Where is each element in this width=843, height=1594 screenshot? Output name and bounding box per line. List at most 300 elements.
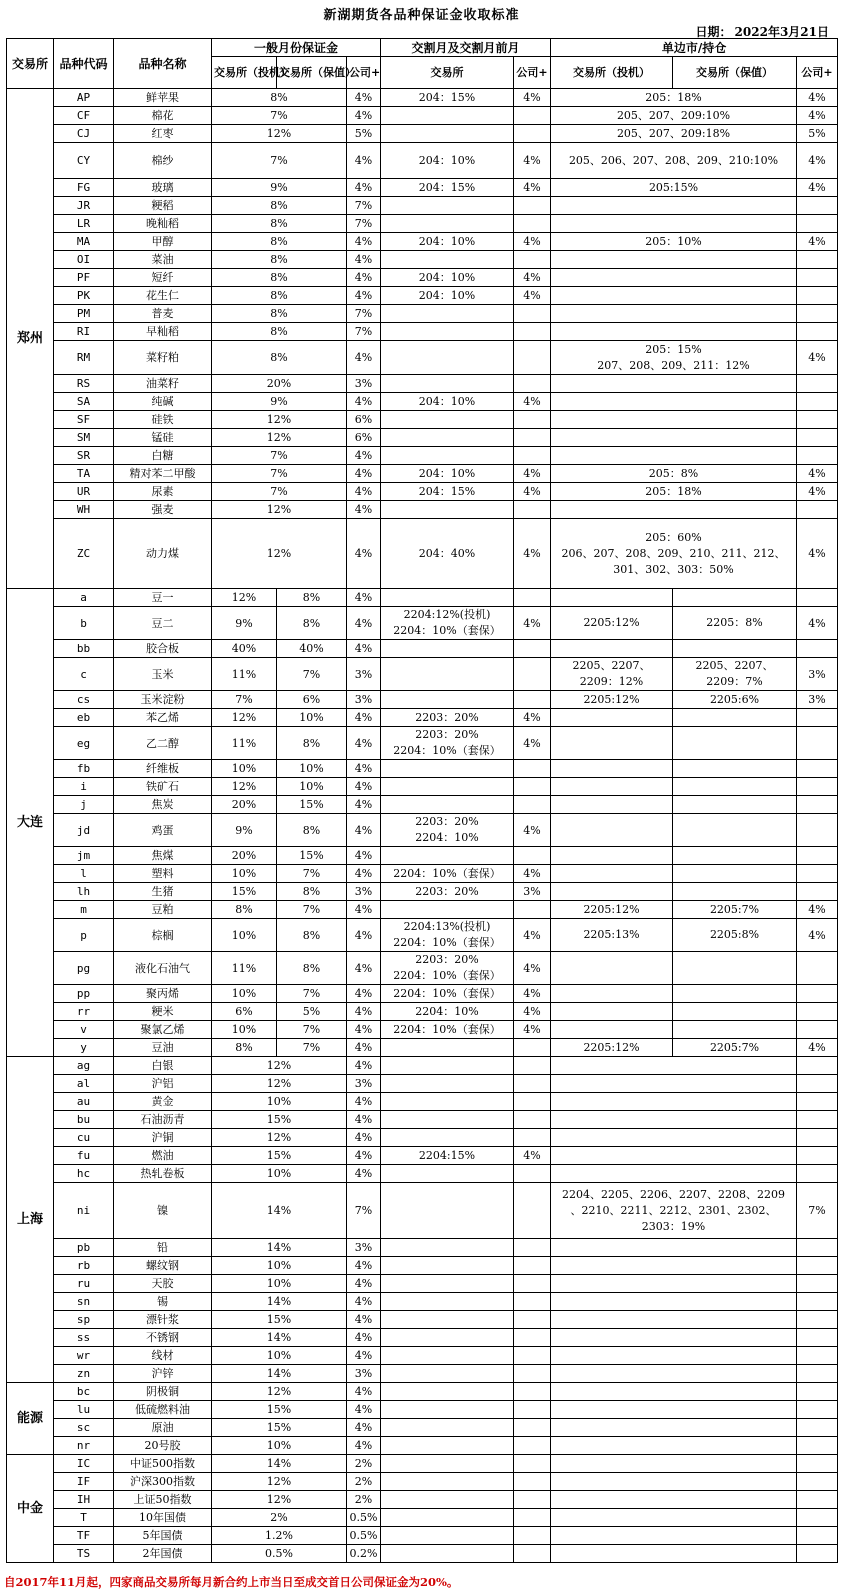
delivery-company-cell: [514, 1039, 551, 1057]
delivery-exchange-cell: [381, 1275, 514, 1293]
unilateral-cell: [551, 1455, 797, 1473]
delivery-company-cell: [514, 901, 551, 919]
unilateral-cell: [551, 1311, 797, 1329]
code-cell: fb: [54, 760, 114, 778]
unilateral-company-cell: 4%: [797, 607, 838, 640]
unilateral-hedge-cell: [673, 796, 797, 814]
unilateral-company-cell: [797, 501, 838, 519]
table-row: [7, 607, 838, 640]
name-cell: 动力煤: [114, 519, 212, 589]
general-margin-cell: 8%: [212, 323, 347, 341]
general-spec-cell: 12%: [212, 709, 277, 727]
name-cell: 花生仁: [114, 287, 212, 305]
unilateral-cell: [551, 1329, 797, 1347]
unilateral-company-cell: [797, 1293, 838, 1311]
table-row: [7, 1401, 838, 1419]
name-cell: 螺纹钢: [114, 1257, 212, 1275]
delivery-company-cell: [514, 501, 551, 519]
name-cell: 苯乙烯: [114, 709, 212, 727]
general-spec-cell: 9%: [212, 607, 277, 640]
delivery-company-cell: 4%: [514, 1021, 551, 1039]
general-margin-cell: 12%: [212, 519, 347, 589]
general-margin-cell: 12%: [212, 411, 347, 429]
general-hedge-cell: 8%: [277, 814, 347, 847]
code-cell: bu: [54, 1111, 114, 1129]
delivery-company-cell: 4%: [514, 465, 551, 483]
table-row: [7, 1257, 838, 1275]
code-cell: b: [54, 607, 114, 640]
name-cell: 沪深300指数: [114, 1473, 212, 1491]
general-spec-cell: 11%: [212, 658, 277, 691]
delivery-company-cell: [514, 1437, 551, 1455]
code-cell: PK: [54, 287, 114, 305]
unilateral-company-cell: 4%: [797, 465, 838, 483]
table-row: [7, 691, 838, 709]
unilateral-company-cell: [797, 269, 838, 287]
unilateral-cell: [551, 501, 797, 519]
general-margin-cell: 14%: [212, 1455, 347, 1473]
general-margin-cell: 0.5%: [212, 1545, 347, 1563]
code-cell: i: [54, 778, 114, 796]
unilateral-cell: 205：8%: [551, 465, 797, 483]
general-hedge-cell: 10%: [277, 778, 347, 796]
table-row: [7, 1239, 838, 1257]
delivery-exchange-cell: 204：10%: [381, 269, 514, 287]
code-cell: WH: [54, 501, 114, 519]
unilateral-cell: [551, 1093, 797, 1111]
delivery-exchange-cell: 204：15%: [381, 89, 514, 107]
name-cell: 塑料: [114, 865, 212, 883]
code-cell: eb: [54, 709, 114, 727]
general-margin-cell: 12%: [212, 429, 347, 447]
general-company-cell: 4%: [347, 607, 381, 640]
unilateral-company-cell: [797, 1239, 838, 1257]
general-company-cell: 3%: [347, 1075, 381, 1093]
unilateral-company-cell: [797, 197, 838, 215]
delivery-company-cell: [514, 1365, 551, 1383]
table-row: [7, 1147, 838, 1165]
general-margin-cell: 12%: [212, 1129, 347, 1147]
unilateral-company-cell: [797, 952, 838, 985]
general-margin-cell: 15%: [212, 1111, 347, 1129]
delivery-company-cell: [514, 1129, 551, 1147]
unilateral-hedge-cell: 2205：8%: [673, 607, 797, 640]
table-row: [7, 483, 838, 501]
name-cell: 镍: [114, 1183, 212, 1239]
name-cell: 豆一: [114, 589, 212, 607]
general-margin-cell: 10%: [212, 1165, 347, 1183]
unilateral-cell: [551, 1419, 797, 1437]
header-unilateral-hedge: 交易所（保值）: [673, 57, 797, 89]
general-company-cell: 4%: [347, 1293, 381, 1311]
general-margin-cell: 14%: [212, 1183, 347, 1239]
unilateral-cell: [551, 1057, 797, 1075]
code-cell: y: [54, 1039, 114, 1057]
general-company-cell: 4%: [347, 952, 381, 985]
general-spec-cell: 20%: [212, 847, 277, 865]
general-company-cell: 5%: [347, 125, 381, 143]
code-cell: TS: [54, 1545, 114, 1563]
unilateral-cell: 205：18%: [551, 483, 797, 501]
delivery-company-cell: [514, 1057, 551, 1075]
code-cell: FG: [54, 179, 114, 197]
unilateral-spec-cell: [551, 1003, 673, 1021]
general-company-cell: 4%: [347, 760, 381, 778]
code-cell: jd: [54, 814, 114, 847]
delivery-exchange-cell: 204：15%: [381, 179, 514, 197]
table-row: [7, 1183, 838, 1239]
name-cell: 玉米淀粉: [114, 691, 212, 709]
general-company-cell: 4%: [347, 1329, 381, 1347]
general-margin-cell: 10%: [212, 1275, 347, 1293]
general-company-cell: 4%: [347, 1257, 381, 1275]
general-spec-cell: 10%: [212, 1021, 277, 1039]
unilateral-company-cell: 4%: [797, 1039, 838, 1057]
table-row: [7, 251, 838, 269]
general-hedge-cell: 7%: [277, 865, 347, 883]
general-margin-cell: 14%: [212, 1293, 347, 1311]
delivery-exchange-cell: [381, 901, 514, 919]
name-cell: 棉纱: [114, 143, 212, 179]
general-company-cell: 4%: [347, 107, 381, 125]
code-cell: UR: [54, 483, 114, 501]
code-cell: lh: [54, 883, 114, 901]
delivery-company-cell: 4%: [514, 179, 551, 197]
delivery-company-cell: [514, 1183, 551, 1239]
general-company-cell: 4%: [347, 269, 381, 287]
code-cell: cs: [54, 691, 114, 709]
delivery-company-cell: [514, 1293, 551, 1311]
table-row: [7, 1491, 838, 1509]
table-row: [7, 1111, 838, 1129]
name-cell: 铅: [114, 1239, 212, 1257]
table-row: [7, 589, 838, 607]
unilateral-hedge-cell: [673, 865, 797, 883]
general-spec-cell: 12%: [212, 778, 277, 796]
general-margin-cell: 8%: [212, 305, 347, 323]
general-margin-cell: 8%: [212, 269, 347, 287]
name-cell: 热轧卷板: [114, 1165, 212, 1183]
unilateral-spec-cell: [551, 709, 673, 727]
name-cell: 2年国债: [114, 1545, 212, 1563]
unilateral-hedge-cell: [673, 760, 797, 778]
general-company-cell: 7%: [347, 215, 381, 233]
delivery-company-cell: 4%: [514, 1003, 551, 1021]
unilateral-company-cell: [797, 447, 838, 465]
unilateral-company-cell: [797, 1491, 838, 1509]
delivery-company-cell: [514, 1239, 551, 1257]
unilateral-spec-cell: [551, 727, 673, 760]
delivery-company-cell: [514, 1491, 551, 1509]
unilateral-company-cell: [797, 1383, 838, 1401]
delivery-company-cell: 4%: [514, 727, 551, 760]
header-general-spec: 交易所（投机）: [212, 57, 277, 89]
header-exchange: 交易所: [7, 39, 54, 89]
general-hedge-cell: 10%: [277, 760, 347, 778]
general-margin-cell: 7%: [212, 143, 347, 179]
general-margin-cell: 12%: [212, 1473, 347, 1491]
delivery-exchange-cell: [381, 197, 514, 215]
general-company-cell: 4%: [347, 985, 381, 1003]
general-hedge-cell: 7%: [277, 985, 347, 1003]
name-cell: 白银: [114, 1057, 212, 1075]
table-row: [7, 501, 838, 519]
code-cell: TA: [54, 465, 114, 483]
general-hedge-cell: 8%: [277, 607, 347, 640]
unilateral-company-cell: [797, 1365, 838, 1383]
unilateral-cell: 205、207、209:10%: [551, 107, 797, 125]
general-company-cell: 4%: [347, 143, 381, 179]
code-cell: pp: [54, 985, 114, 1003]
unilateral-hedge-cell: [673, 778, 797, 796]
name-cell: 原油: [114, 1419, 212, 1437]
delivery-company-cell: [514, 1419, 551, 1437]
unilateral-company-cell: [797, 323, 838, 341]
general-company-cell: 4%: [347, 865, 381, 883]
general-company-cell: 4%: [347, 1003, 381, 1021]
general-margin-cell: 1.2%: [212, 1527, 347, 1545]
delivery-exchange-cell: [381, 411, 514, 429]
name-cell: 10年国债: [114, 1509, 212, 1527]
unilateral-hedge-cell: [673, 952, 797, 985]
delivery-exchange-cell: [381, 1165, 514, 1183]
code-cell: au: [54, 1093, 114, 1111]
unilateral-cell: 205:15%: [551, 179, 797, 197]
general-company-cell: 4%: [347, 1347, 381, 1365]
table-row: [7, 143, 838, 179]
unilateral-company-cell: [797, 393, 838, 411]
delivery-company-cell: [514, 760, 551, 778]
header-delivery-exchange: 交易所: [381, 57, 514, 89]
delivery-company-cell: [514, 847, 551, 865]
general-company-cell: 3%: [347, 375, 381, 393]
table-row: [7, 1275, 838, 1293]
unilateral-hedge-cell: [673, 727, 797, 760]
code-cell: sp: [54, 1311, 114, 1329]
general-margin-cell: 9%: [212, 393, 347, 411]
unilateral-company-cell: [797, 1401, 838, 1419]
table-row: [7, 727, 838, 760]
page-title: 新湖期货各品种保证金收取标准: [323, 8, 520, 23]
table-row: [7, 1383, 838, 1401]
delivery-exchange-cell: [381, 1039, 514, 1057]
name-cell: 上证50指数: [114, 1491, 212, 1509]
general-company-cell: 4%: [347, 179, 381, 197]
unilateral-company-cell: [797, 1057, 838, 1075]
table-row: [7, 1455, 838, 1473]
exchange-cell: 中金: [7, 1455, 54, 1563]
table-row: [7, 901, 838, 919]
table-row: [7, 814, 838, 847]
general-company-cell: 4%: [347, 901, 381, 919]
table-row: [7, 1057, 838, 1075]
delivery-company-cell: [514, 1111, 551, 1129]
delivery-company-cell: 4%: [514, 89, 551, 107]
code-cell: SR: [54, 447, 114, 465]
code-cell: ss: [54, 1329, 114, 1347]
delivery-exchange-cell: [381, 1239, 514, 1257]
name-cell: 5年国债: [114, 1527, 212, 1545]
general-spec-cell: 40%: [212, 640, 277, 658]
table-row: [7, 760, 838, 778]
table-row: [7, 429, 838, 447]
unilateral-company-cell: [797, 287, 838, 305]
code-cell: TF: [54, 1527, 114, 1545]
delivery-exchange-cell: [381, 1491, 514, 1509]
code-cell: IF: [54, 1473, 114, 1491]
general-hedge-cell: 8%: [277, 727, 347, 760]
general-company-cell: 7%: [347, 1183, 381, 1239]
unilateral-company-cell: [797, 1093, 838, 1111]
delivery-company-cell: 4%: [514, 269, 551, 287]
table-row: [7, 1329, 838, 1347]
delivery-company-cell: [514, 429, 551, 447]
general-margin-cell: 12%: [212, 1075, 347, 1093]
delivery-exchange-cell: 204：15%: [381, 483, 514, 501]
general-margin-cell: 9%: [212, 179, 347, 197]
code-cell: eg: [54, 727, 114, 760]
general-hedge-cell: 10%: [277, 709, 347, 727]
unilateral-hedge-cell: [673, 814, 797, 847]
name-cell: 铁矿石: [114, 778, 212, 796]
delivery-exchange-cell: 204：10%: [381, 287, 514, 305]
code-cell: zn: [54, 1365, 114, 1383]
unilateral-cell: [551, 197, 797, 215]
unilateral-spec-cell: 2205:13%: [551, 919, 673, 952]
delivery-exchange-cell: [381, 796, 514, 814]
unilateral-hedge-cell: 2205:7%: [673, 1039, 797, 1057]
header-unilateral: 单边市/持仓: [551, 39, 838, 57]
general-spec-cell: 20%: [212, 796, 277, 814]
name-cell: 红枣: [114, 125, 212, 143]
delivery-exchange-cell: [381, 1473, 514, 1491]
table-row: [7, 465, 838, 483]
code-cell: PM: [54, 305, 114, 323]
unilateral-company-cell: [797, 1129, 838, 1147]
delivery-exchange-cell: 2204:12%(投机) 2204：10%（套保）: [381, 607, 514, 640]
general-hedge-cell: 15%: [277, 847, 347, 865]
delivery-exchange-cell: [381, 1545, 514, 1563]
exchange-cell: 能源: [7, 1383, 54, 1455]
code-cell: wr: [54, 1347, 114, 1365]
delivery-company-cell: [514, 197, 551, 215]
name-cell: 胶合板: [114, 640, 212, 658]
header-unilateral-company: 公司+: [797, 57, 838, 89]
general-company-cell: 7%: [347, 323, 381, 341]
general-margin-cell: 10%: [212, 1347, 347, 1365]
header-name: 品种名称: [114, 39, 212, 89]
unilateral-company-cell: 4%: [797, 233, 838, 251]
general-company-cell: 7%: [347, 197, 381, 215]
name-cell: 粳米: [114, 1003, 212, 1021]
unilateral-cell: [551, 269, 797, 287]
name-cell: 聚丙烯: [114, 985, 212, 1003]
unilateral-cell: [551, 447, 797, 465]
unilateral-spec-cell: [551, 778, 673, 796]
general-company-cell: 4%: [347, 1419, 381, 1437]
unilateral-company-cell: [797, 1275, 838, 1293]
general-company-cell: 0.5%: [347, 1527, 381, 1545]
delivery-company-cell: 4%: [514, 287, 551, 305]
general-hedge-cell: 40%: [277, 640, 347, 658]
name-cell: 普麦: [114, 305, 212, 323]
table-row: [7, 215, 838, 233]
name-cell: 液化石油气: [114, 952, 212, 985]
name-cell: 不锈钢: [114, 1329, 212, 1347]
delivery-company-cell: [514, 1455, 551, 1473]
unilateral-spec-cell: [551, 883, 673, 901]
table-row: [7, 1527, 838, 1545]
code-cell: ru: [54, 1275, 114, 1293]
delivery-exchange-cell: [381, 658, 514, 691]
delivery-company-cell: [514, 1347, 551, 1365]
delivery-exchange-cell: 204：10%: [381, 233, 514, 251]
unilateral-company-cell: [797, 1111, 838, 1129]
general-company-cell: 4%: [347, 847, 381, 865]
unilateral-hedge-cell: [673, 985, 797, 1003]
general-hedge-cell: 8%: [277, 883, 347, 901]
general-hedge-cell: 5%: [277, 1003, 347, 1021]
unilateral-spec-cell: 2205:12%: [551, 901, 673, 919]
delivery-company-cell: [514, 1383, 551, 1401]
delivery-exchange-cell: [381, 501, 514, 519]
code-cell: sn: [54, 1293, 114, 1311]
delivery-company-cell: [514, 215, 551, 233]
table-row: [7, 1311, 838, 1329]
general-company-cell: 3%: [347, 883, 381, 901]
footnote: 自2017年11月起，四家商品交易所每月新合约上市当日至成交首日公司保证金为20%。: [4, 1575, 459, 1589]
general-spec-cell: 10%: [212, 760, 277, 778]
unilateral-company-cell: [797, 1437, 838, 1455]
unilateral-hedge-cell: 2205:7%: [673, 901, 797, 919]
general-margin-cell: 12%: [212, 501, 347, 519]
unilateral-cell: 205、206、207、208、209、210:10%: [551, 143, 797, 179]
delivery-exchange-cell: [381, 1437, 514, 1455]
header-general-hedge: 交易所（保值）: [277, 57, 347, 89]
unilateral-company-cell: [797, 778, 838, 796]
unilateral-company-cell: [797, 1473, 838, 1491]
delivery-company-cell: [514, 341, 551, 375]
unilateral-cell: [551, 1165, 797, 1183]
general-company-cell: 4%: [347, 1383, 381, 1401]
delivery-exchange-cell: [381, 847, 514, 865]
delivery-company-cell: [514, 1275, 551, 1293]
unilateral-cell: [551, 1437, 797, 1455]
delivery-exchange-cell: 2204：10%: [381, 1003, 514, 1021]
delivery-company-cell: [514, 1075, 551, 1093]
code-cell: lu: [54, 1401, 114, 1419]
delivery-exchange-cell: 2204:15%: [381, 1147, 514, 1165]
unilateral-company-cell: [797, 429, 838, 447]
unilateral-spec-cell: [551, 796, 673, 814]
delivery-company-cell: [514, 1257, 551, 1275]
table-row: [7, 1509, 838, 1527]
exchange-cell: 大连: [7, 589, 54, 1057]
table-row: [7, 1473, 838, 1491]
general-company-cell: 2%: [347, 1491, 381, 1509]
unilateral-cell: [551, 287, 797, 305]
unilateral-cell: [551, 323, 797, 341]
general-company-cell: 4%: [347, 814, 381, 847]
delivery-exchange-cell: [381, 1093, 514, 1111]
code-cell: p: [54, 919, 114, 952]
delivery-company-cell: [514, 1311, 551, 1329]
unilateral-company-cell: 4%: [797, 89, 838, 107]
unilateral-spec-cell: 2205:12%: [551, 607, 673, 640]
general-margin-cell: 14%: [212, 1329, 347, 1347]
delivery-exchange-cell: [381, 1329, 514, 1347]
delivery-company-cell: 4%: [514, 143, 551, 179]
